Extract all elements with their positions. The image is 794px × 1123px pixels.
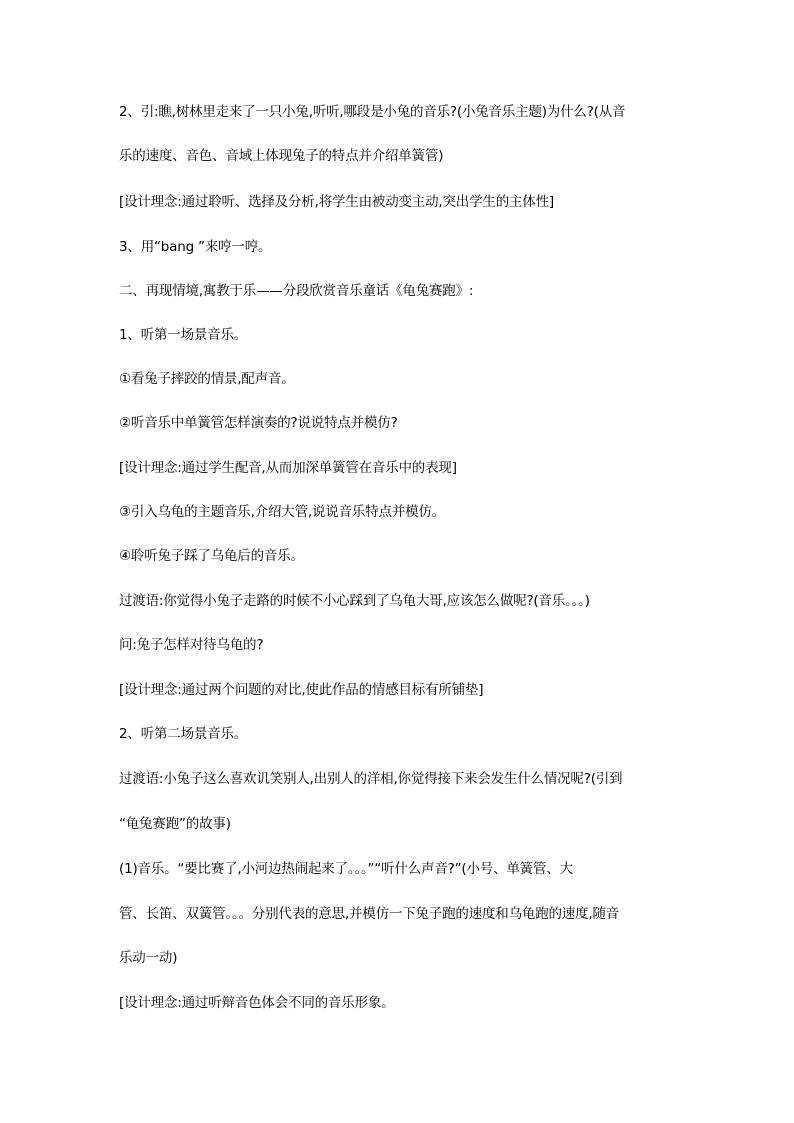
design-note: [设计理念:通过听辩音色体会不同的音乐形象。 <box>119 995 395 1011</box>
paragraph-line: 乐动一动) <box>119 950 178 966</box>
question-line: 问:兔子怎样对待乌龟的? <box>119 637 264 653</box>
transition-line: 过渡语:小兔子这么喜欢讥笑别人,出别人的洋相,你觉得接下来会发生什么情况呢?(引到 <box>119 771 623 787</box>
paragraph-line: 3、用“bang ”来哼一哼。 <box>119 239 272 255</box>
paragraph-line: (1)音乐。“要比赛了,小河边热闹起来了。。。”“听什么声音?”(小号、单簧管、大 <box>119 861 573 877</box>
transition-line: 过渡语:你觉得小兔子走路的时候不小心踩到了乌龟大哥,应该怎么做呢?(音乐。。。) <box>119 593 590 609</box>
design-note: [设计理念:通过聆听、选择及分析,将学生由被动变主动,突出学生的主体性] <box>119 194 554 210</box>
list-item: ②听音乐中单簧管怎样演奏的?说说特点并模仿? <box>119 415 398 431</box>
design-note: [设计理念:通过两个问题的对比,使此作品的情感目标有所铺垫] <box>119 682 484 698</box>
design-note: [设计理念:通过学生配音,从而加深单簧管在音乐中的表现] <box>119 460 457 476</box>
paragraph-line: 管、长笛、双簧管。。。分别代表的意思,并模仿一下兔子跑的速度和乌龟跑的速度,随音 <box>119 906 620 922</box>
step-heading: 1、听第一场景音乐。 <box>119 327 248 343</box>
paragraph-line: “龟兔赛跑”的故事) <box>119 816 231 832</box>
step-heading: 2、听第二场景音乐。 <box>119 726 248 742</box>
list-item: ①看兔子摔跤的情景,配声音。 <box>119 371 295 387</box>
section-heading: 二、再现情境,寓教于乐——分段欣赏音乐童话《龟兔赛跑》: <box>119 283 474 299</box>
paragraph-line: 2、引:瞧,树林里走来了一只小兔,听听,哪段是小兔的音乐?(小兔音乐主题)为什么?(从音 <box>119 104 626 120</box>
paragraph-line: 乐的速度、音色、音域上体现兔子的特点并介绍单簧管) <box>119 148 444 164</box>
list-item: ④聆听兔子踩了乌龟后的音乐。 <box>119 548 304 564</box>
list-item: ③引入乌龟的主题音乐,介绍大管,说说音乐特点并模仿。 <box>119 504 445 520</box>
